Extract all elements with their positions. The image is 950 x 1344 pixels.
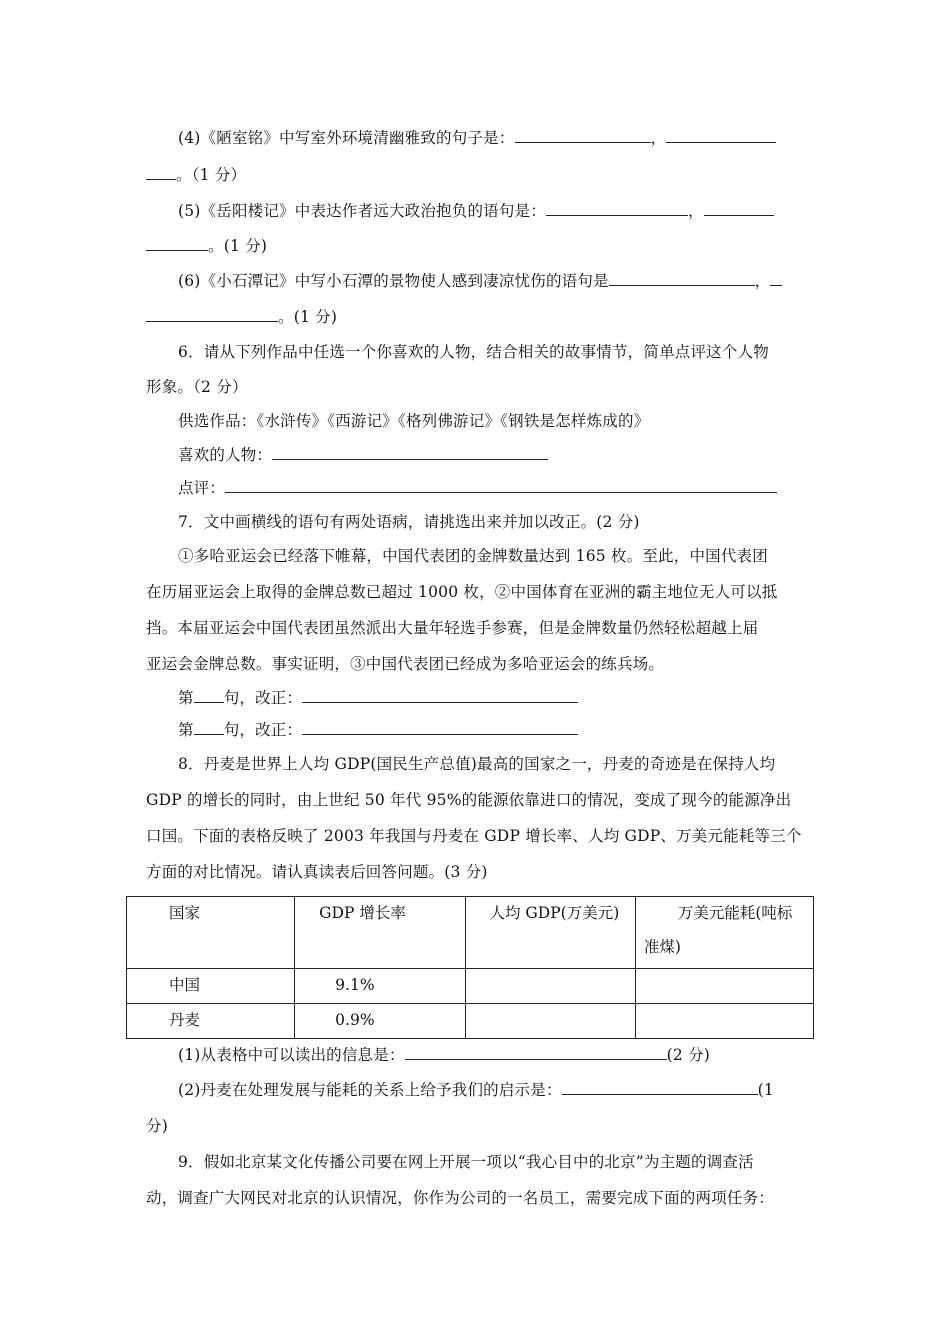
q5-item5-line2: [146, 236, 267, 256]
q6-fav-line: [178, 445, 548, 465]
row-china-country: 中国: [169, 976, 201, 994]
q8-para4: 方面的对比情况。请认真读表后回答问题。(3 分): [146, 863, 488, 881]
q7-answer1: [178, 688, 578, 708]
q5-item4-blank1[interactable]: [515, 128, 651, 143]
q6-comment-label: 点评：: [178, 479, 226, 497]
q8-sub2: [178, 1080, 774, 1100]
q8-para3: 口国。下面的表格反映了 2003 年我国与丹麦在 GDP 增长率、人均 GDP、万美元能耗等三个: [146, 827, 802, 845]
q7-para4: 亚运会金牌总数。事实证明，③中国代表团已经成为多哈亚运会的练兵场。: [146, 655, 665, 673]
comparison-table: [126, 896, 814, 1039]
q6-fav-label: 喜欢的人物：: [178, 446, 273, 464]
q5-item5-end: 。(1 分): [208, 237, 268, 255]
q5-item6-comma: ，: [754, 272, 771, 290]
q5-item5-comma: ，: [687, 202, 704, 220]
q7-answer1-label: 句，改正：: [223, 689, 303, 707]
q5-item6-line2: [146, 307, 337, 327]
table-cell: [127, 1004, 295, 1039]
q6-line1: 6．请从下列作品中任选一个你喜欢的人物，结合相关的故事情节，简单点评这个人物: [178, 343, 769, 361]
q5-item6-blank1[interactable]: [609, 271, 755, 286]
table-row: [127, 969, 814, 1004]
table-row: [127, 1004, 814, 1039]
table-cell[interactable]: [465, 969, 635, 1004]
q5-item4-line1: [178, 128, 776, 148]
q8-sub2-cont: 分): [146, 1117, 168, 1135]
q6-comment-blank[interactable]: [225, 478, 777, 493]
table-header-cell: [635, 897, 813, 969]
header-energy-line1: 万美元能耗(吨标: [677, 904, 793, 922]
q7-answer2-number-blank[interactable]: [194, 720, 224, 735]
q7-answer2-label: 句，改正：: [223, 721, 303, 739]
row-china-gdp-growth: 9.1%: [335, 976, 375, 994]
q8-sub1: [178, 1045, 710, 1065]
q7-answer2-fix-blank[interactable]: [302, 720, 578, 735]
q6-line2: 形象。（2 分）: [146, 378, 248, 396]
table-cell: [295, 969, 465, 1004]
q5-item5-blank2[interactable]: [704, 201, 774, 216]
q7-answer1-number-blank[interactable]: [194, 688, 224, 703]
q5-item5-line1: [178, 201, 774, 221]
q7-para2: 在历届亚运会上取得的金牌总数已超过 1000 枚，②中国体育在亚洲的霸主地位无人可以抵: [146, 583, 778, 601]
q5-item6-prompt: (6)《小石潭记》中写小石潭的景物使人感到凄凉忧伤的语句是: [178, 272, 609, 290]
q7-answer2-prefix: 第: [178, 721, 194, 739]
q5-item6-blank2[interactable]: [770, 271, 782, 286]
q8-sub2-prompt: (2)丹麦在处理发展与能耗的关系上给予我们的启示是：: [178, 1081, 562, 1099]
q8-sub1-blank[interactable]: [405, 1045, 667, 1060]
q5-item4-comma: ，: [650, 129, 667, 147]
header-gdp-growth: GDP 增长率: [319, 904, 406, 922]
table-cell[interactable]: [635, 1004, 813, 1039]
q9-para1: 9．假如北京某文化传播公司要在网上开展一项以“我心目中的北京”为主题的调查活: [178, 1153, 754, 1171]
q5-item5-prompt: (5)《岳阳楼记》中表达作者远大政治抱负的语句是：: [178, 202, 546, 220]
q8-para2: GDP 的增长的同时，由上世纪 50 年代 95%的能源依靠进口的情况，变成了现今的能源净出: [146, 791, 792, 809]
q5-item6-end: 。(1 分): [278, 308, 338, 326]
q6-comment-line: [178, 478, 777, 498]
q7-answer1-prefix: 第: [178, 689, 194, 707]
row-denmark-gdp-growth: 0.9%: [335, 1011, 375, 1029]
q5-item4-blank3[interactable]: [146, 165, 176, 180]
row-denmark-country: 丹麦: [169, 1011, 201, 1029]
q5-item6-line1: [178, 271, 782, 291]
table-cell: [127, 969, 295, 1004]
q5-item5-blank1[interactable]: [546, 201, 688, 216]
q6-fav-blank[interactable]: [272, 445, 548, 460]
table-cell[interactable]: [635, 969, 813, 1004]
table-cell: [295, 1004, 465, 1039]
q5-item4-prompt: (4)《陋室铭》中写室外环境清幽雅致的句子是：: [178, 129, 515, 147]
table-header-cell: [465, 897, 635, 969]
q7-para3: 挡。本届亚运会中国代表团虽然派出大量年轻选手参赛，但是金牌数量仍然轻松超越上届: [146, 619, 759, 637]
q8-para1: 8．丹麦是世界上人均 GDP(国民生产总值)最高的国家之一，丹麦的奇迹是在保持人均: [178, 755, 776, 773]
q8-sub2-score: (1: [757, 1081, 774, 1099]
table-header-row: [127, 897, 814, 969]
table-header-cell: [295, 897, 465, 969]
q5-item6-blank3[interactable]: [146, 307, 278, 322]
q9-para2: 动，调查广大网民对北京的认识情况，你作为公司的一名员工，需要完成下面的两项任务：: [146, 1189, 775, 1207]
q7-answer2: [178, 720, 578, 740]
q5-item5-blank3[interactable]: [146, 236, 208, 251]
q7-line1: 7．文中画横线的语句有两处语病，请挑选出来并加以改正。(2 分): [178, 513, 640, 531]
table-cell[interactable]: [465, 1004, 635, 1039]
q5-item4-blank2[interactable]: [666, 128, 776, 143]
q8-sub1-prompt: (1)从表格中可以读出的信息是：: [178, 1046, 405, 1064]
header-country: 国家: [169, 904, 201, 922]
q5-item4-line2: [146, 165, 246, 185]
q5-item4-end: 。（1 分）: [176, 166, 247, 184]
header-energy-line2: 准煤): [643, 938, 681, 956]
q8-sub2-blank[interactable]: [562, 1080, 758, 1095]
q7-para1: ①多哈亚运会已经落下帷幕，中国代表团的金牌数量达到 165 枚。至此，中国代表团: [178, 547, 768, 565]
header-gdp-per-capita: 人均 GDP(万美元): [489, 904, 620, 922]
q6-works: 供选作品：《水浒传》《西游记》《格列佛游记》《钢铁是怎样炼成的》: [178, 412, 650, 430]
table-header-cell: [127, 897, 295, 969]
q7-answer1-fix-blank[interactable]: [302, 688, 578, 703]
q8-sub1-score: (2 分): [666, 1046, 711, 1064]
